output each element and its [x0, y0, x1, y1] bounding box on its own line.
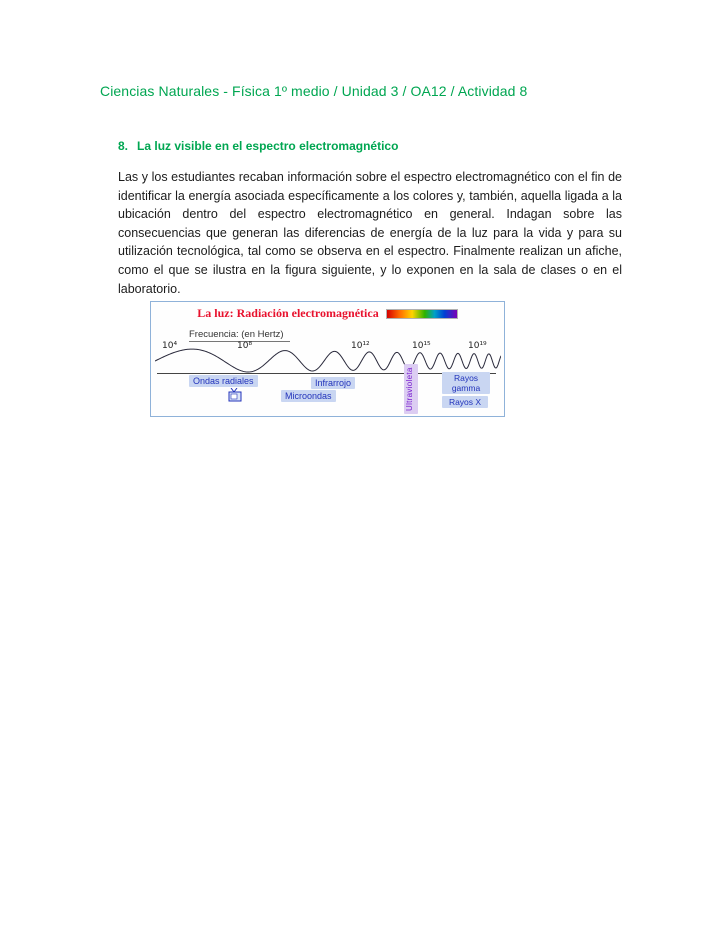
freq-tick: 10¹²	[351, 341, 370, 351]
freq-tick: 10⁸	[237, 341, 253, 351]
band-x-rays: Rayos X	[442, 396, 488, 408]
spectrum-figure	[150, 301, 505, 417]
visible-spectrum-bar	[386, 309, 458, 319]
figure-title: La luz: Radiación electromagnética	[197, 306, 379, 320]
band-infrared: Infrarrojo	[311, 377, 355, 389]
band-radio-waves: Ondas radiales	[189, 375, 258, 387]
band-ultraviolet: Ultravioleta	[404, 364, 418, 414]
activity-title: La luz visible en el espectro electromagnético	[137, 139, 399, 153]
wave-line	[155, 349, 501, 372]
tv-icon	[227, 388, 244, 407]
band-microwave: Microondas	[281, 390, 336, 402]
figure-header	[151, 306, 504, 321]
frequency-axis-label: Frecuencia: (en Hertz)	[189, 329, 290, 342]
band-gamma-rays: Rayos gamma	[442, 372, 490, 394]
freq-tick: 10¹⁹	[468, 341, 487, 351]
freq-tick: 10¹⁵	[412, 341, 431, 351]
activity-heading	[118, 139, 398, 153]
activity-number: 8.	[118, 139, 129, 153]
breadcrumb: Ciencias Naturales - Física 1º medio / Unidad 3 / OA12 / Actividad 8	[100, 83, 528, 99]
freq-tick: 10⁴	[162, 341, 178, 351]
activity-description: Las y los estudiantes recaban información sobre el espectro electromagnético con el fin de identificar la energía asociada específicamente a los colores y, también, aquella ligada a la ubicación dentro del espectro electromagnético en general. Indagan sobre las consecuencias que generan las diferencias de energía de la luz para la vida y para su utilización tecnológica, tal como se observa en el espectro. Finalmente realizan un afiche, como el que se ilustra en la figura siguiente, y lo exponen en la sala de clases o en el laboratorio.	[118, 170, 622, 296]
